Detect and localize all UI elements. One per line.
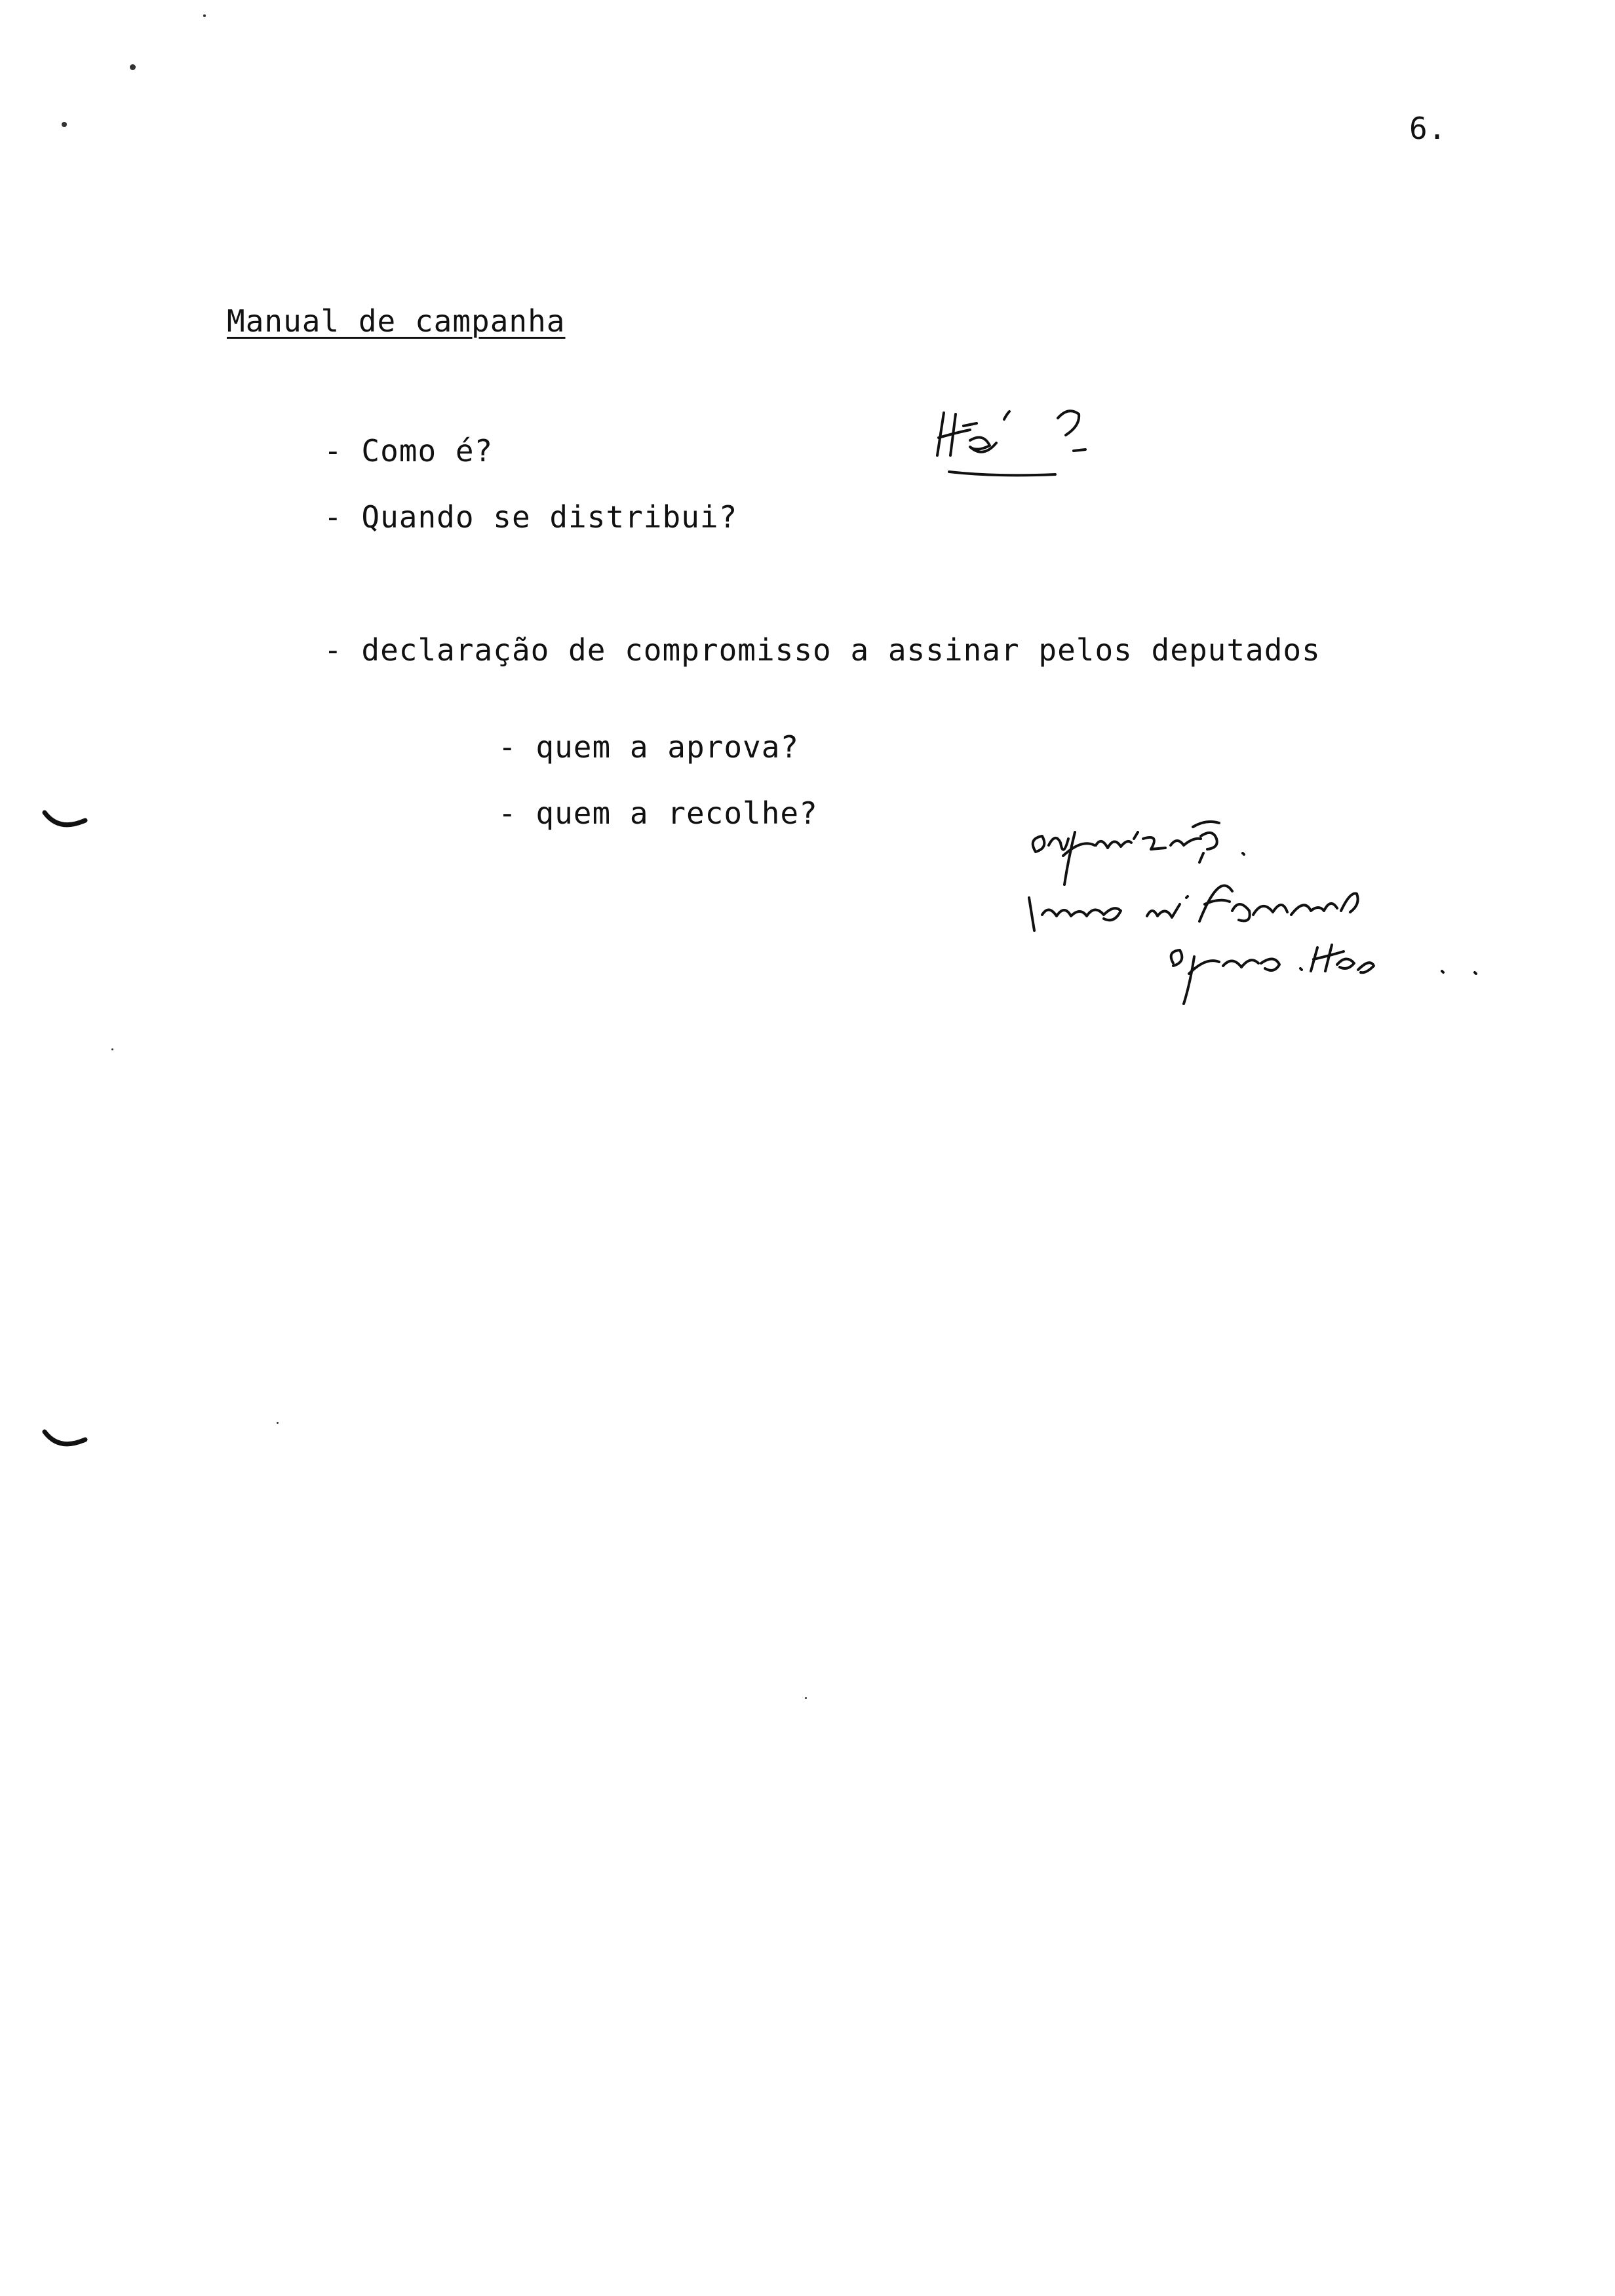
list-item: - Como é? bbox=[324, 433, 494, 469]
binding-mark-bottom bbox=[39, 1425, 92, 1464]
scan-speck bbox=[130, 64, 136, 70]
scan-speck bbox=[111, 1048, 113, 1050]
sub-list-item: - quem a recolhe? bbox=[498, 795, 818, 831]
scan-speck bbox=[277, 1422, 279, 1424]
scan-speck bbox=[62, 122, 67, 127]
sub-list-item: - quem a aprova? bbox=[498, 729, 800, 765]
handwritten-note-top bbox=[931, 400, 1101, 491]
scan-speck bbox=[805, 1697, 807, 1699]
list-item: - Quando se distribui? bbox=[324, 499, 738, 535]
handwritten-note-side bbox=[1022, 799, 1521, 1035]
binding-mark-top bbox=[39, 806, 92, 845]
list-item: - declaração de compromisso a assinar pelos deputados bbox=[324, 632, 1321, 668]
section-heading: Manual de campanha bbox=[227, 303, 566, 339]
scan-speck bbox=[203, 14, 206, 17]
page-number: 6. bbox=[1409, 111, 1447, 146]
